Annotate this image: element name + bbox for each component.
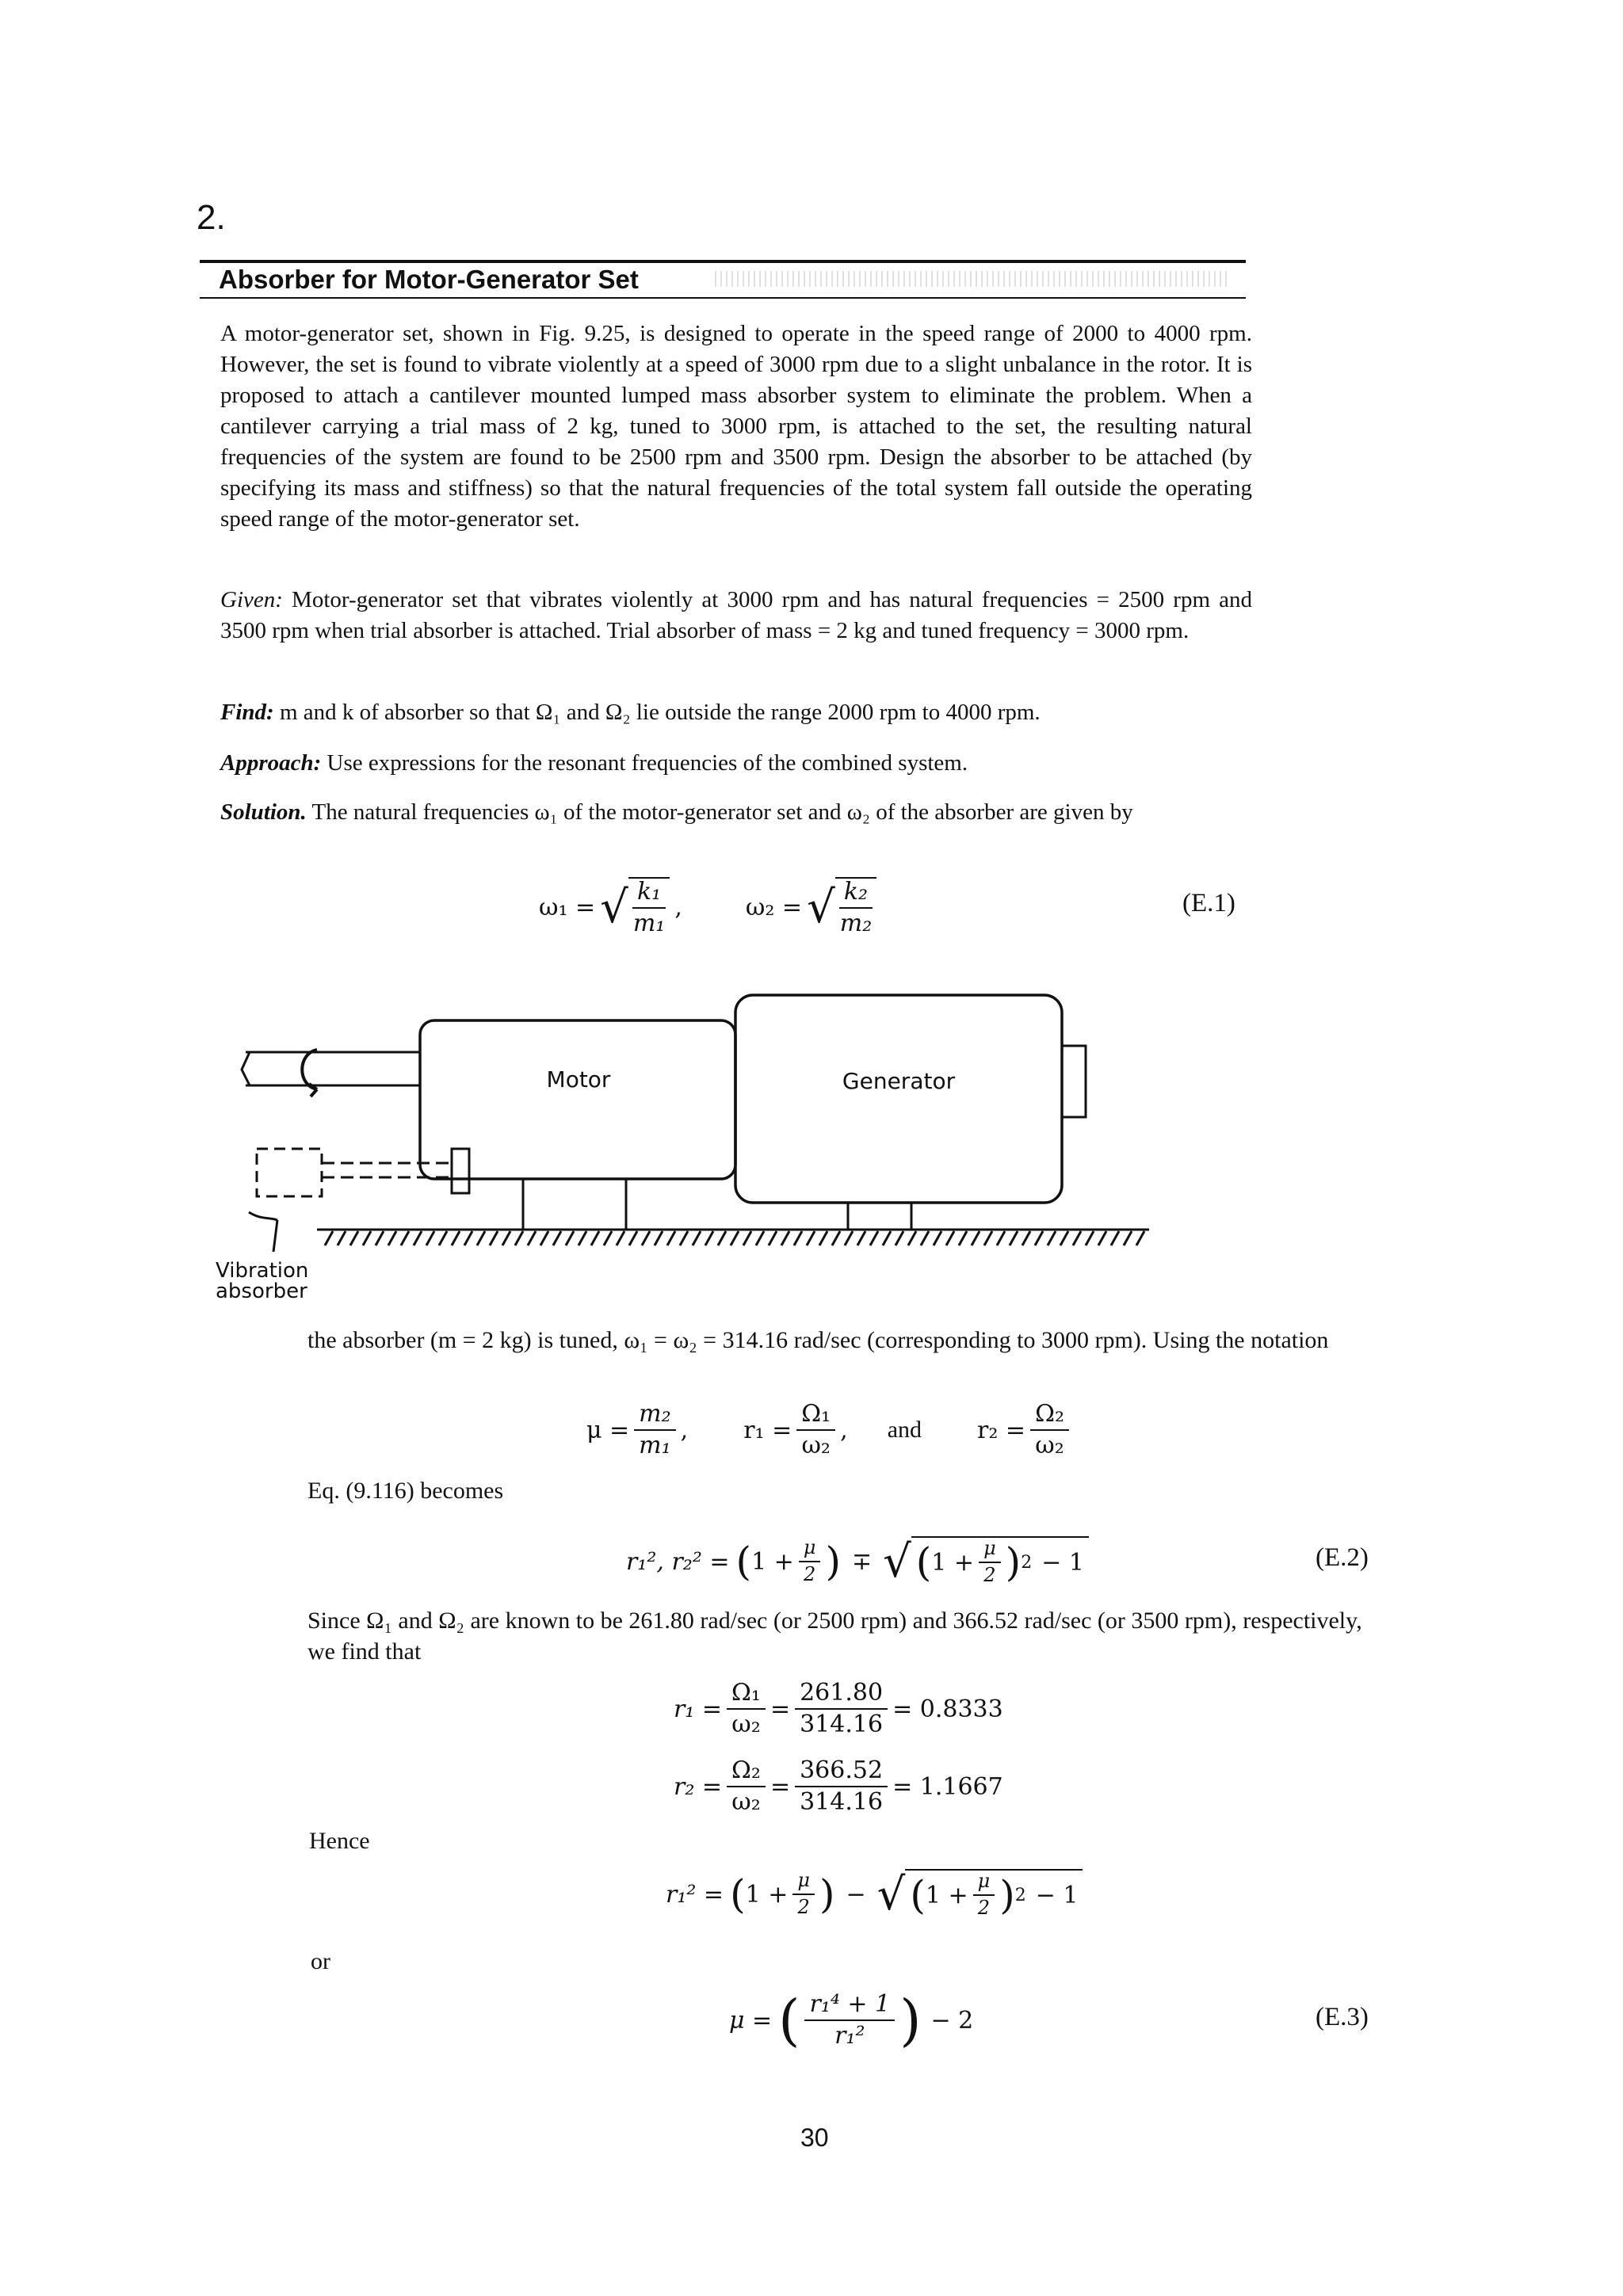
sqrt-icon: √ [807,881,835,933]
ground-hatch-mark [579,1231,586,1245]
eq1-frac2 [835,877,876,938]
ground-hatch-mark [705,1231,713,1245]
ground-hatch-mark [883,1231,891,1245]
ground-hatch-mark [984,1231,992,1245]
ground-hatch-mark [490,1231,498,1245]
ground-hatch-mark [477,1231,485,1245]
ground-hatch-mark [338,1231,346,1245]
approach-label: Approach: [220,750,322,776]
r1-frac [796,1401,835,1460]
eq1-num1: k₁ [632,879,666,910]
ground-hatch-mark [718,1231,726,1245]
ground-hatch-mark [832,1231,840,1245]
ground-hatch-mark [680,1231,688,1245]
ground-hatch-mark [1086,1231,1094,1245]
r2-frac [1030,1401,1069,1460]
ground-hatch-mark [502,1231,510,1245]
header-speckle-decoration [715,271,1230,287]
ground-hatch-mark [807,1231,815,1245]
generator-label: Generator [842,1068,956,1094]
or-text: or [311,1948,330,1974]
rotation-arrow-icon [302,1050,317,1097]
eq2-lhs: r₁², r₂² = [626,1547,730,1576]
problem-number: 2. [197,198,226,237]
given-text: Motor-generator set that vibrates violently at 3000 rpm and has natural frequencies = 2500 rpm and 3500 rpm when trial absorber is attached. Trial absorber of mass = 2 kg and tuned frequency = 3000 rpm. [220,587,1253,643]
ground-hatch-mark [908,1231,916,1245]
motor-label: Motor [546,1066,611,1093]
ground-hatch-mark [946,1231,954,1245]
ground-hatch-mark [439,1231,447,1245]
ground-hatch-mark [604,1231,612,1245]
ground-hatch-mark [1136,1231,1144,1245]
ground-hatch-mark [693,1231,701,1245]
ground-hatch-mark [452,1231,460,1245]
header-rule-top [200,260,1246,263]
find-label: Find: [220,700,274,725]
ground-hatch-mark [857,1231,865,1245]
becomes-text: Eq. (9.116) becomes [307,1478,504,1504]
intro-paragraph: A motor-generator set, shown in Fig. 9.25, is designed to operate in the speed range of 2000 to 4000 rpm. However, the set is found to vibrate violently at a speed of 3000 rpm due to a slight unbalance in the rotor. It is proposed to attach a cantilever mounted lumped mass absorber system to eliminate the problem. When a cantilever carrying a trial mass of 2 kg, tuned to 3000 rpm, is attached to the set, the resulting natural frequencies of the system are found to be 2500 rpm and 3500 rpm. Design the absorber to be attached (by specifying its mass and stiffness) so that the natural frequencies of the total system fall outside the operating speed range of the motor-generator set. [220,321,1252,532]
hence-lhs: r₁² = [666,1880,724,1909]
equation-e2: r₁², r₂² = ( 1 + $\frac{\mu}{2}$ ) ∓ √ ( 1 + $\frac{\mu}{2}$ ) 2 − 1 [626,1526,1089,1597]
ground-hatch-mark [1048,1231,1056,1245]
eq3-num: r₁⁴ + 1 [804,1991,895,2022]
ground-hatch-mark [845,1231,853,1245]
ground-hatch-mark [997,1231,1005,1245]
ground-hatch-mark [667,1231,675,1245]
eq2-number: (E.2) [1316,1543,1369,1572]
given-label: Given: [220,587,283,612]
r1-calc-f1n: Ω₁ [727,1680,766,1711]
r2-den: ω₂ [1035,1432,1064,1459]
ground-hatch-mark [363,1231,371,1245]
ground-hatch-mark [794,1231,802,1245]
hence-tail: − 1 [1035,1881,1079,1909]
r2-calc-f2n: 366.52 [795,1757,888,1788]
ground-hatch-mark [642,1231,650,1245]
paren-close-icon: ) [899,1988,922,2053]
eq1-den2: m₂ [839,910,873,937]
page-number: 30 [800,2123,829,2152]
r1-calculation: r₁ = $\frac{\text{Ω₁}}{\text{ω₂}}$ = $\frac{261.80}{314.16}$ = 0.8333 [674,1678,1003,1738]
header-rule-bottom [200,297,1246,299]
mu-den: m₁ [639,1432,671,1459]
mu-over-2: $\frac{\mu}{2}$ [792,1870,815,1918]
absorber-caption-line2: absorber [216,1280,307,1299]
and-word: and [887,1417,922,1443]
motor-housing [420,1020,735,1179]
find-block [220,697,1252,728]
solution-block [220,797,1252,828]
ground-hatch-mark [1111,1231,1119,1245]
eq3-den: r₁² [834,2022,865,2050]
ground-hatch-mark [781,1231,789,1245]
r1-calc-result: = 0.8333 [892,1695,1003,1723]
equation-e3 [729,1981,973,2060]
sqrt-icon: √ [883,1535,911,1588]
paren-open-icon: ( [910,1872,926,1918]
paren-close-icon: ) [1005,1539,1022,1585]
eq1-frac1 [628,877,670,938]
ground-hatch-mark [743,1231,751,1245]
r1-den: ω₂ [801,1432,831,1459]
ground-hatch-mark [350,1231,358,1245]
mu-num: m₂ [634,1401,675,1432]
approach-text: Use expressions for the resonant frequencies of the combined system. [327,750,968,776]
eq1-lhs2: ω₂ = [745,893,803,921]
ground-hatch-mark [591,1231,599,1245]
ground-hatch-mark [870,1231,878,1245]
r2-calc-result: = 1.1667 [892,1772,1003,1801]
paren-close-icon: ) [825,1539,841,1585]
notation-equation: μ = $\frac{\text{m₂}}{\text{m₁}}$ , r₁ = $\frac{\text{Ω₁}}{\text{ω₂}}$ , and r₂ = $\frac{\text{Ω₂}}{\text{ω₂}}$ [586,1394,1074,1466]
generator-housing [735,995,1062,1203]
mu-over-2: $\frac{\mu}{2}$ [979,1538,1001,1586]
hence-text: Hence [309,1828,370,1854]
ground-hatch-mark [553,1231,561,1245]
ground-hatch-mark [972,1231,980,1245]
ground-hatch-mark [655,1231,663,1245]
ground-hatch-mark [731,1231,739,1245]
ground-hatch-mark [617,1231,624,1245]
ground-hatch-mark [376,1231,384,1245]
find-text: m and k of absorber so that Ω₁ and Ω₂ lie outside the range 2000 rpm to 4000 rpm. [279,700,1041,725]
ground-hatch-mark [540,1231,548,1245]
approach-block [220,748,1252,779]
ground-hatch-mark [1124,1231,1132,1245]
solution-label: Solution. [220,799,307,825]
paren-close-icon: ) [819,1871,835,1917]
ground-hatch-mark [464,1231,472,1245]
paren-open-icon: ( [778,1988,800,2053]
equation-hence: r₁² = ( 1 + $\frac{\mu}{2}$ ) − √ ( 1 + $\frac{\mu}{2}$ ) 2 − 1 [666,1859,1083,1930]
ground-hatch-mark [1010,1231,1018,1245]
motor-generator-figure [198,982,1165,1299]
sqrt-icon: √ [600,881,628,933]
eq3-lhs: μ = [729,2006,773,2035]
ground-hatching [325,1231,1144,1245]
ground-hatch-mark [401,1231,409,1245]
eq3-frac [804,1991,895,2050]
sqrt-icon: √ [876,1868,906,1920]
section-title: Absorber for Motor-Generator Set [219,265,639,294]
r1-calc-f2n: 261.80 [795,1680,888,1711]
hence-mid: − [846,1880,866,1909]
r2-calculation: r₂ = $\frac{\text{Ω₂}}{\text{ω₂}}$ = $\frac{366.52}{314.16}$ = 1.1667 [674,1756,1003,1816]
ground-hatch-mark [934,1231,941,1245]
eq2-tail: − 1 [1041,1548,1084,1577]
paren-open-icon: ( [735,1539,752,1585]
eq2-mid: ∓ [851,1547,873,1576]
ground-hatch-mark [528,1231,536,1245]
eq1-den1: m₁ [632,910,666,937]
eq3-number: (E.3) [1316,2003,1369,2031]
eq3-tail: − 2 [930,2006,974,2035]
ground-hatch-mark [1022,1231,1030,1245]
r1-calc-f1d: ω₂ [731,1711,761,1738]
paren-close-icon: ) [999,1872,1015,1918]
ground-hatch-mark [756,1231,764,1245]
ground-hatch-mark [959,1231,967,1245]
r1-num: Ω₁ [796,1401,835,1432]
section-header [200,260,1246,299]
r2-calc-lhs: r₂ = [674,1772,723,1801]
r1-calc-lhs: r₁ = [674,1695,723,1723]
since-paragraph: Since Ω₁ and Ω₂ are known to be 261.80 rad/sec (or 2500 rpm) and 366.52 rad/sec (or 3500 rpm), respectively, we find that [307,1608,1362,1665]
r2-calc-f1d: ω₂ [731,1788,761,1816]
absorber-mass [257,1149,322,1196]
ground-hatch-mark [769,1231,777,1245]
ground-hatch-mark [629,1231,637,1245]
r1-lhs: r₁ = [743,1416,792,1444]
tuned-paragraph: the absorber (m = 2 kg) is tuned, ω₁ = ω₂ = 314.16 rad/sec (corresponding to 3000 rpm). Using the notation [307,1327,1329,1353]
solution-text: The natural frequencies ω₁ of the motor-generator set and ω₂ of the absorber are given by [311,799,1133,825]
ground-hatch-mark [566,1231,574,1245]
paren-open-icon: ( [730,1871,746,1917]
ground-hatch-mark [1035,1231,1043,1245]
r2-lhs: r₂ = [977,1416,1026,1444]
mu-lhs: μ = [586,1416,630,1444]
ground-hatch-mark [515,1231,523,1245]
ground-hatch-mark [819,1231,827,1245]
mu-frac [634,1401,675,1460]
ground-hatch-mark [1073,1231,1081,1245]
mu-over-2: $\frac{\mu}{2}$ [799,1537,821,1585]
given-block [220,585,1252,646]
ground-hatch-mark [414,1231,422,1245]
mu-over-2: $\frac{\mu}{2}$ [973,1871,995,1919]
ground-hatch-mark [921,1231,929,1245]
absorber-caption-line1: Vibration [216,1259,309,1283]
ground-hatch-mark [1060,1231,1068,1245]
ground-hatch-mark [325,1231,333,1245]
ground-hatch-mark [1098,1231,1106,1245]
r1-calc-f2d: 314.16 [800,1711,884,1738]
ground-hatch-mark [388,1231,396,1245]
ground-hatch-mark [426,1231,434,1245]
r2-calc-f1n: Ω₂ [727,1757,766,1788]
r2-calc-f2d: 314.16 [800,1788,884,1816]
ground-hatch-mark [896,1231,903,1245]
eq1-num2: k₂ [839,879,873,910]
equation-e1: ω₁ = √ $\frac{\text{k₁}}{\text{m₁}}$ , ω₂ = √ $\frac{\text{k₂}}{\text{m₂}}$ [539,871,881,943]
eq1-number: (E.1) [1182,889,1235,917]
eq1-lhs1: ω₁ = [539,893,596,921]
r2-num: Ω₂ [1030,1401,1069,1432]
paren-open-icon: ( [915,1539,932,1585]
